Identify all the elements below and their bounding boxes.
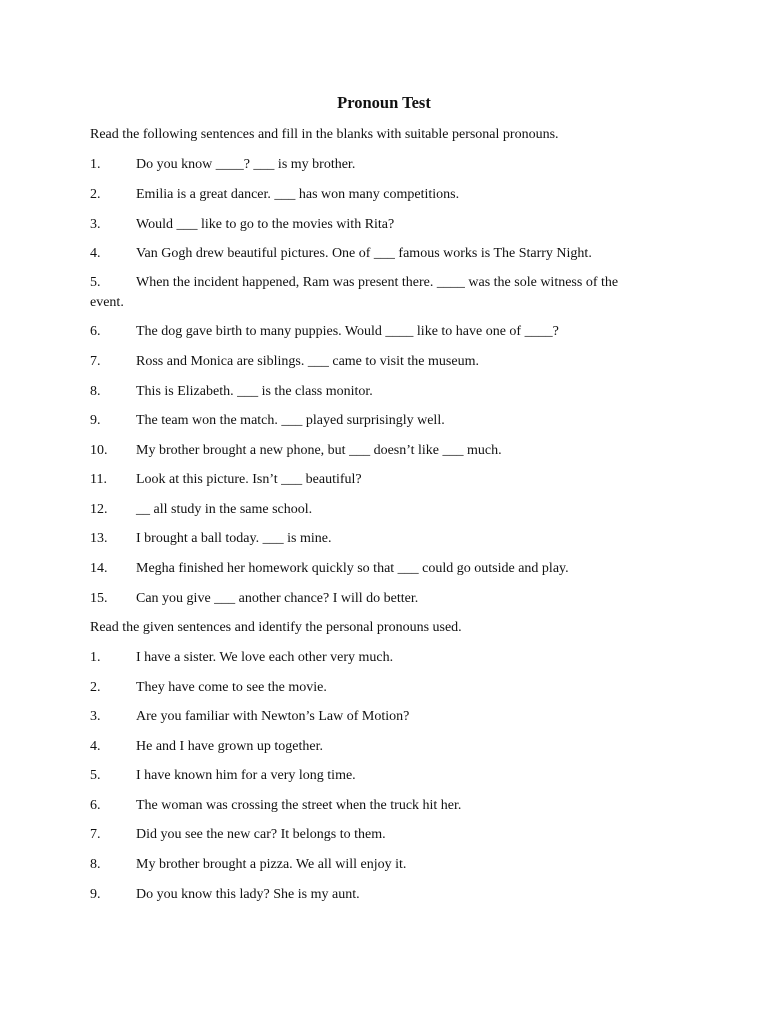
item-text: Would ___ like to go to the movies with Rita? bbox=[136, 217, 395, 232]
item-number: 3. bbox=[90, 217, 101, 232]
item-number: 1. bbox=[90, 650, 101, 665]
item-text: Megha finished her homework quickly so that ___ could go outside and play. bbox=[136, 561, 569, 576]
section2-item-1 bbox=[90, 648, 680, 667]
item-text: Van Gogh drew beautiful pictures. One of ___ famous works is The Starry Night. bbox=[136, 246, 592, 261]
item-number: 15. bbox=[90, 591, 108, 606]
item-number: 13. bbox=[90, 531, 108, 546]
section1-item-7 bbox=[90, 352, 680, 371]
item-text: Emilia is a great dancer. ___ has won many competitions. bbox=[136, 187, 460, 202]
item-text: The woman was crossing the street when the truck hit her. bbox=[136, 798, 462, 813]
item-number: 6. bbox=[90, 798, 101, 813]
item-number: 12. bbox=[90, 502, 108, 517]
item-text: Are you familiar with Newton’s Law of Motion? bbox=[136, 709, 410, 724]
item-text: My brother brought a pizza. We all will enjoy it. bbox=[136, 857, 407, 872]
item-text: Do you know this lady? She is my aunt. bbox=[136, 887, 360, 902]
item-text: Ross and Monica are siblings. ___ came to visit the museum. bbox=[136, 354, 479, 369]
item-text: I have known him for a very long time. bbox=[136, 768, 356, 783]
item-text: Can you give ___ another chance? I will do better. bbox=[136, 591, 419, 606]
item-number: 4. bbox=[90, 739, 101, 754]
item-text: Did you see the new car? It belongs to them. bbox=[136, 827, 386, 842]
item-text: When the incident happened, Ram was present there. ____ was the sole witness of the bbox=[136, 275, 619, 290]
item-number: 1. bbox=[90, 157, 101, 172]
section2-item-9 bbox=[90, 885, 680, 904]
item-number: 11. bbox=[90, 472, 107, 487]
section1-item-5-continuation: event. bbox=[90, 295, 124, 310]
item-number: 3. bbox=[90, 709, 101, 724]
section1-item-6 bbox=[90, 322, 680, 341]
item-number: 9. bbox=[90, 413, 101, 428]
section2-item-7 bbox=[90, 825, 680, 844]
item-text: __ all study in the same school. bbox=[136, 502, 313, 517]
section2-item-2 bbox=[90, 678, 680, 697]
item-text: The dog gave birth to many puppies. Would ____ like to have one of ____? bbox=[136, 324, 559, 339]
item-number: 8. bbox=[90, 857, 101, 872]
section1-item-8 bbox=[90, 382, 680, 401]
item-text: They have come to see the movie. bbox=[136, 680, 327, 695]
section1-item-12 bbox=[90, 500, 680, 519]
section1-item-2 bbox=[90, 185, 680, 204]
item-text: Look at this picture. Isn’t ___ beautiful? bbox=[136, 472, 362, 487]
section2-item-6 bbox=[90, 796, 680, 815]
section2-item-5 bbox=[90, 766, 680, 785]
item-number: 6. bbox=[90, 324, 101, 339]
item-number: 10. bbox=[90, 443, 108, 458]
page-title: Pronoun Test bbox=[337, 93, 431, 112]
item-number: 5. bbox=[90, 275, 101, 290]
item-text: This is Elizabeth. ___ is the class monitor. bbox=[136, 384, 373, 399]
section1-item-14 bbox=[90, 559, 680, 578]
item-number: 8. bbox=[90, 384, 101, 399]
item-number: 14. bbox=[90, 561, 108, 576]
section1-item-10 bbox=[90, 441, 680, 460]
item-number: 2. bbox=[90, 680, 101, 695]
section1-item-13 bbox=[90, 529, 680, 548]
section2-item-3 bbox=[90, 707, 680, 726]
section2-instruction: Read the given sentences and identify the personal pronouns used. bbox=[90, 620, 462, 635]
section1-item-9 bbox=[90, 411, 680, 430]
item-number: 2. bbox=[90, 187, 101, 202]
item-text: I have a sister. We love each other very much. bbox=[136, 650, 394, 665]
item-number: 5. bbox=[90, 768, 101, 783]
item-text: My brother brought a new phone, but ___ doesn’t like ___ much. bbox=[136, 443, 502, 458]
section1-item-15 bbox=[90, 589, 680, 608]
item-text: He and I have grown up together. bbox=[136, 739, 323, 754]
item-number: 4. bbox=[90, 246, 101, 261]
section1-item-1 bbox=[90, 155, 680, 174]
item-text: Do you know ____? ___ is my brother. bbox=[136, 157, 356, 172]
item-number: 9. bbox=[90, 887, 101, 902]
item-text: The team won the match. ___ played surprisingly well. bbox=[136, 413, 445, 428]
section2-item-4 bbox=[90, 737, 680, 756]
item-number: 7. bbox=[90, 354, 101, 369]
section1-item-11 bbox=[90, 470, 680, 489]
section1-item-3 bbox=[90, 215, 680, 234]
item-number: 7. bbox=[90, 827, 101, 842]
item-text: I brought a ball today. ___ is mine. bbox=[136, 531, 332, 546]
section1-item-4 bbox=[90, 244, 680, 263]
section1-item-5 bbox=[90, 273, 690, 292]
section1-instruction: Read the following sentences and fill in the blanks with suitable personal pronouns. bbox=[90, 127, 559, 142]
section2-item-8 bbox=[90, 855, 680, 874]
